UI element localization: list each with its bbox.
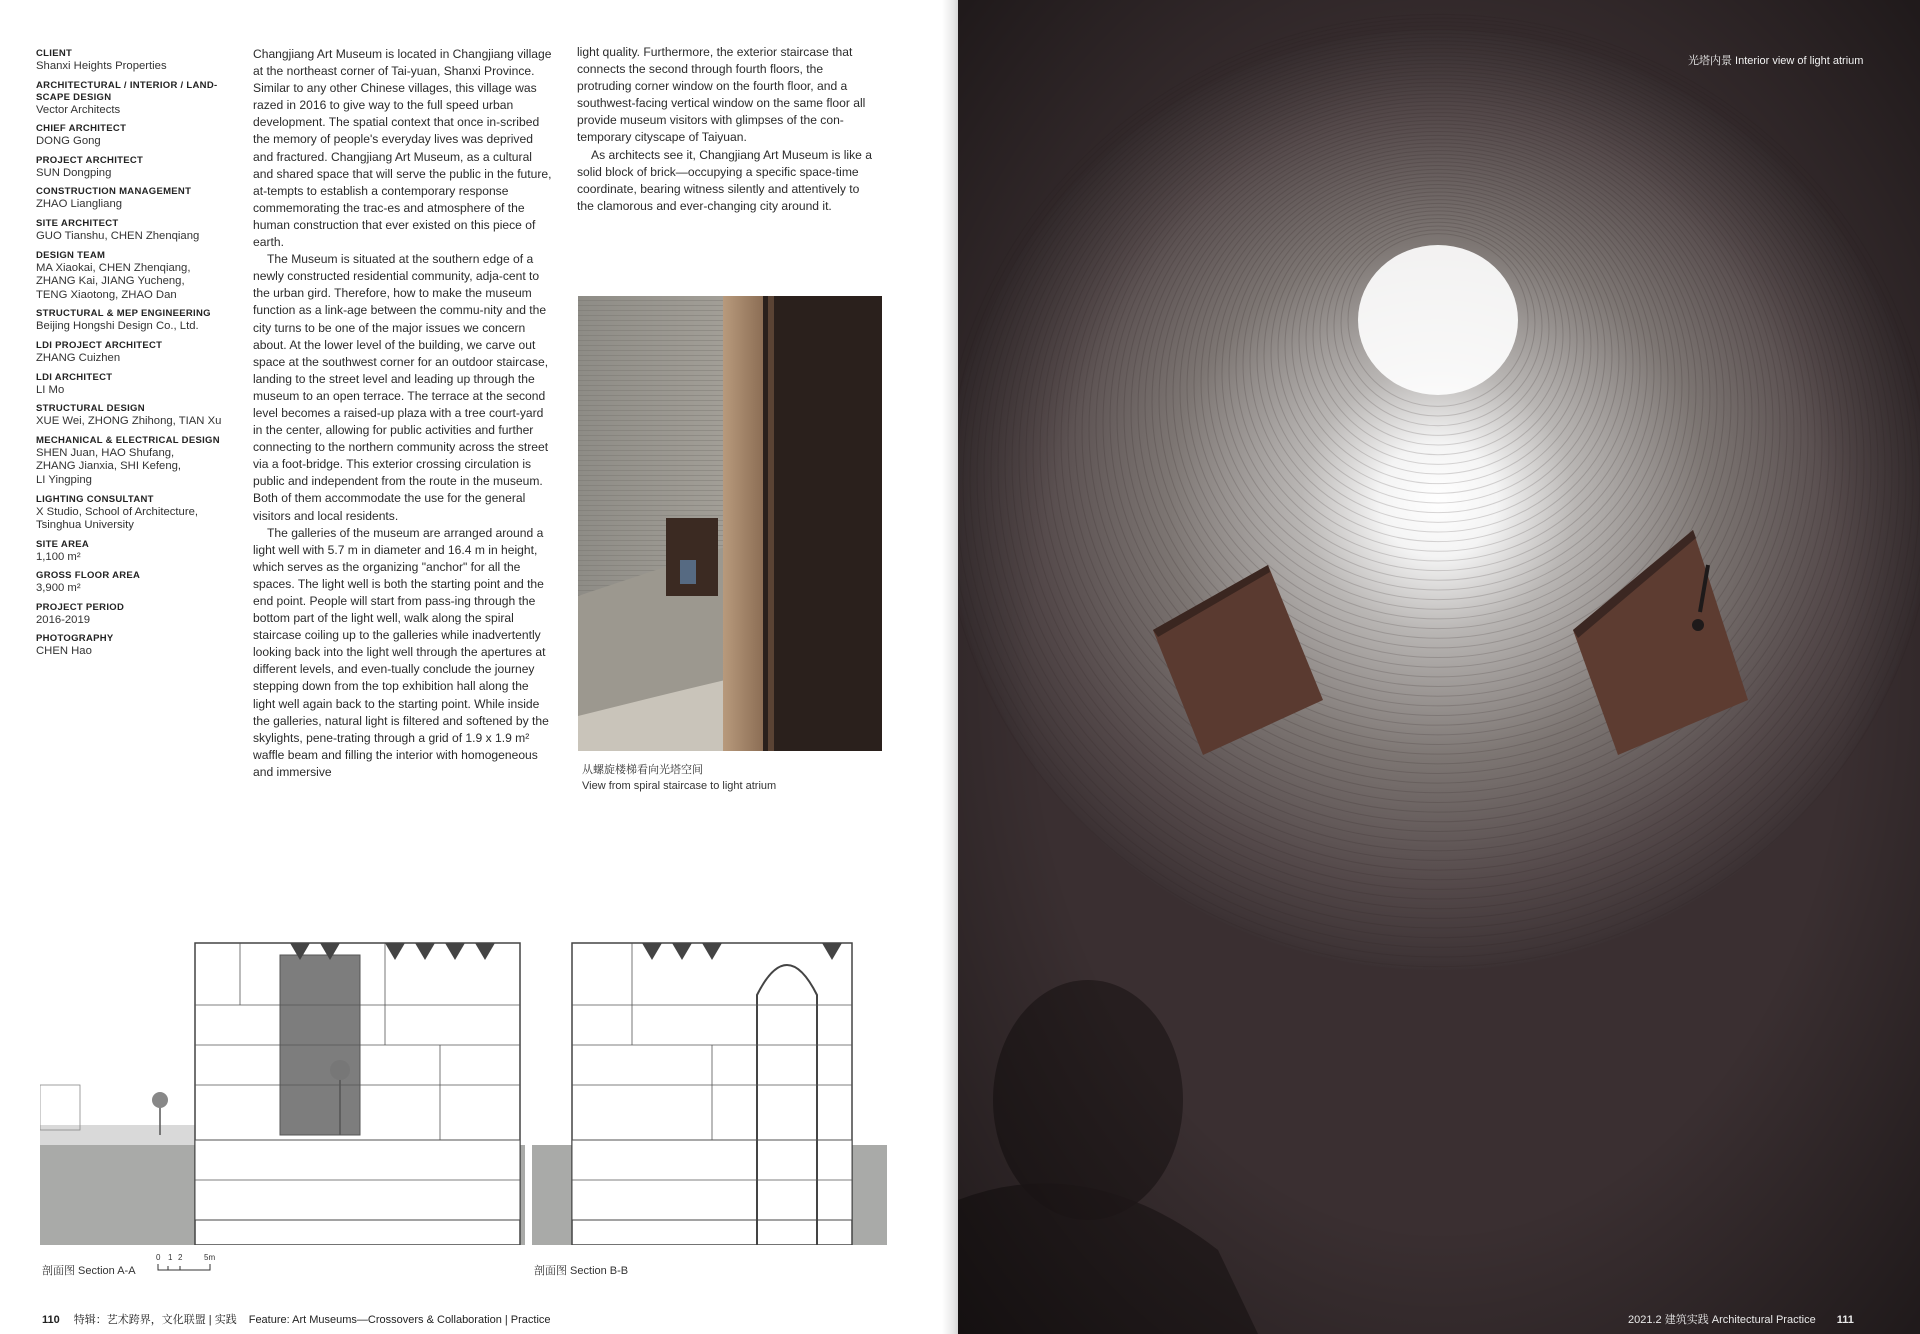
- credit-entry: [36, 250, 236, 303]
- credit-value: 3,900 m²: [36, 582, 81, 595]
- credit-label: STRUCTURAL DESIGN: [36, 403, 145, 415]
- credit-entry: [36, 602, 236, 628]
- credit-label: DESIGN TEAM: [36, 249, 106, 261]
- footer-right: [1628, 1311, 1854, 1327]
- credit-label: LIGHTING CONSULTANT: [36, 493, 154, 505]
- credit-label: GROSS FLOOR AREA: [36, 570, 141, 582]
- paragraph-3: The galleries of the museum are arranged around a light well with 5.7 m in diameter and 16.4 m in height, which serves as the organizing "anchor" for all the spaces. The light well is both the starting point and the end point. People will start from pass-ing through the bottom part of the light well, walk along the spiral staircase coiling up to the galleries while inadvertently looking back into the light well through the apertures at different levels, and even-tually conclude the journey stepping down from the top exhibition hall along the light well again back to the starting point. While inside the galleries, natural light is filtered and softened by the skylights, pene-trating through a grid of 1.9 x 1.9 m² waffle beam and filling the interior with homogeneous and immersive: [253, 525, 549, 779]
- credit-entry: [36, 218, 236, 244]
- page-number-right: 111: [1836, 1314, 1854, 1326]
- credit-label: STRUCTURAL & MEP ENGINEERING: [36, 308, 211, 320]
- credit-entry: [36, 633, 236, 659]
- credit-entry: [36, 539, 236, 565]
- credit-entry: [36, 494, 236, 533]
- credit-entry: [36, 80, 236, 118]
- credit-entry: [36, 570, 236, 596]
- credit-label: CONSTRUCTION MANAGEMENT: [36, 186, 192, 198]
- credit-label: CHIEF ARCHITECT: [36, 123, 127, 135]
- credit-value: XUE Wei, ZHONG Zhihong, TIAN Xu: [36, 415, 222, 428]
- issue-number: 2021.2: [1628, 1314, 1662, 1326]
- credit-entry: [36, 155, 236, 181]
- scale-bar: [156, 1252, 226, 1276]
- credit-entry: [36, 340, 236, 366]
- credit-label: SITE ARCHITECT: [36, 217, 119, 229]
- body-text-column-1: [253, 46, 553, 781]
- credit-label: LDI PROJECT ARCHITECT: [36, 339, 163, 351]
- credit-label: ARCHITECTURAL / INTERIOR / LAND-SCAPE DESIGN: [36, 79, 218, 103]
- paragraph-2: The Museum is situated at the southern edge of a newly constructed residential community, adja-cent to the urban gird. Therefore, how to make the museum function as a link-age between the commu-nity and the city turns to be one of the major issues we concern about. At the lower level of the building, we carve out space at the southwest corner for an outdoor staircase, landing to the street level and leading up through the museum to an open terrace. The terrace at the second level becomes a raised-up plaza with a tree court-yard in the center, allowing for public activities and further connecting to the northern community across the street via a foot-bridge. This exterior crossing circulation is public and independent from the route in the museum. Both of them accommodate the use for the general visitors and local residents.: [253, 252, 549, 523]
- page-number-left: 110: [42, 1314, 60, 1326]
- project-credits: [36, 48, 236, 665]
- section-drawing-b-b: [532, 935, 887, 1245]
- credit-value: ZHANG Cuizhen: [36, 351, 121, 364]
- credit-value: Vector Architects: [36, 103, 121, 116]
- credit-label: SITE AREA: [36, 538, 90, 550]
- credit-label: PROJECT PERIOD: [36, 601, 125, 613]
- credit-value: SHEN Juan, HAO Shufang, ZHANG Jianxia, SHI Kefeng, LI Yingping: [36, 446, 182, 486]
- scale-label-5m: 5m: [204, 1253, 216, 1262]
- credit-value: Beijing Hongshi Design Co., Ltd.: [36, 320, 199, 333]
- credit-value: Shanxi Heights Properties: [36, 60, 167, 72]
- credit-label: PHOTOGRAPHY: [36, 633, 114, 645]
- feature-title-en: Feature: Art Museums—Crossovers & Collaboration | Practice: [248, 1314, 551, 1326]
- journal-name-zh: 建筑实践: [1664, 1314, 1709, 1326]
- section-b-b-caption: 剖面图 Section B-B: [534, 1265, 629, 1277]
- credit-value: CHEN Hao: [36, 645, 92, 658]
- credit-label: LDI ARCHITECT: [36, 371, 113, 383]
- footer-left: [42, 1311, 551, 1327]
- credit-value: 2016-2019: [36, 613, 91, 626]
- credit-value: MA Xiaokai, CHEN Zhenqiang, ZHANG Kai, JIANG Yucheng, TENG Xiaotong, ZHAO Dan: [36, 261, 191, 301]
- feature-title-zh: 特辑：艺术跨界，文化联盟 | 实践: [73, 1314, 237, 1326]
- caption-zh: 从螺旋楼梯看向光塔空间: [582, 764, 703, 776]
- credit-label: CLIENT: [36, 48, 73, 59]
- credit-entry: [36, 372, 236, 398]
- credit-value: X Studio, School of Architecture, Tsinghua University: [36, 505, 199, 532]
- paragraph-1: Changjiang Art Museum is located in Changjiang village at the northeast corner of Tai-yuan, Shanxi Province. Similar to any other Chinese villages, this village was razed in 2016 to give way to the full speed urban development. The spatial context that once in-scribed the memory of people's everyday lives was deprived and fractured. Changjiang Art Museum, as a cultural and shared space that will serve the public in the future, at-tempts to establish a contemporary response commemorating the trac-es and atmosphere of the human construction that ever existed on this piece of earth.: [253, 47, 552, 250]
- credit-value: DONG Gong: [36, 135, 101, 148]
- caption-en: View from spiral staircase to light atrium: [582, 780, 777, 792]
- credit-value: GUO Tianshu, CHEN Zhenqiang: [36, 229, 200, 242]
- credit-entry: [36, 403, 236, 429]
- credit-entry: [36, 48, 236, 74]
- section-a-a-caption: 剖面图 Section A-A: [42, 1265, 136, 1277]
- credit-value: 1,100 m²: [36, 550, 81, 563]
- credit-label: PROJECT ARCHITECT: [36, 154, 144, 166]
- credit-entry: [36, 435, 236, 488]
- credit-entry: [36, 123, 236, 149]
- scale-label-0: 0: [156, 1253, 161, 1262]
- staircase-photo: [578, 296, 882, 751]
- atrium-photo-caption: 光塔内景 Interior view of light atrium: [1688, 55, 1864, 67]
- credit-entry: [36, 308, 236, 334]
- section-drawing-a-a: [40, 935, 525, 1245]
- journal-name-en: Architectural Practice: [1711, 1314, 1816, 1326]
- credit-value: LI Mo: [36, 383, 65, 396]
- scale-label-1: 1: [168, 1253, 173, 1262]
- left-page: [0, 0, 955, 1334]
- body-text-column-2: [577, 44, 877, 215]
- credit-value: ZHAO Liangliang: [36, 198, 123, 211]
- credit-label: MECHANICAL & ELECTRICAL DESIGN: [36, 434, 220, 446]
- staircase-photo-caption: [582, 762, 902, 794]
- light-atrium-photo: [958, 0, 1920, 1334]
- paragraph-4: light quality. Furthermore, the exterior staircase that connects the second through fourth floors, the protruding corner window on the fourth floor, and a southwest-facing vertical window on the same floor all provide museum visitors with glimpses of the con-temporary cityscape of Taiyuan.: [577, 45, 866, 145]
- credit-value: SUN Dongping: [36, 166, 112, 179]
- right-page: [958, 0, 1920, 1334]
- scale-label-2: 2: [178, 1253, 183, 1262]
- credit-entry: [36, 186, 236, 212]
- paragraph-5: As architects see it, Changjiang Art Museum is like a solid block of brick—occupying a specific space-time coordinate, bearing witness silently and attentively to the clamorous and ever-changing city around it.: [577, 147, 872, 213]
